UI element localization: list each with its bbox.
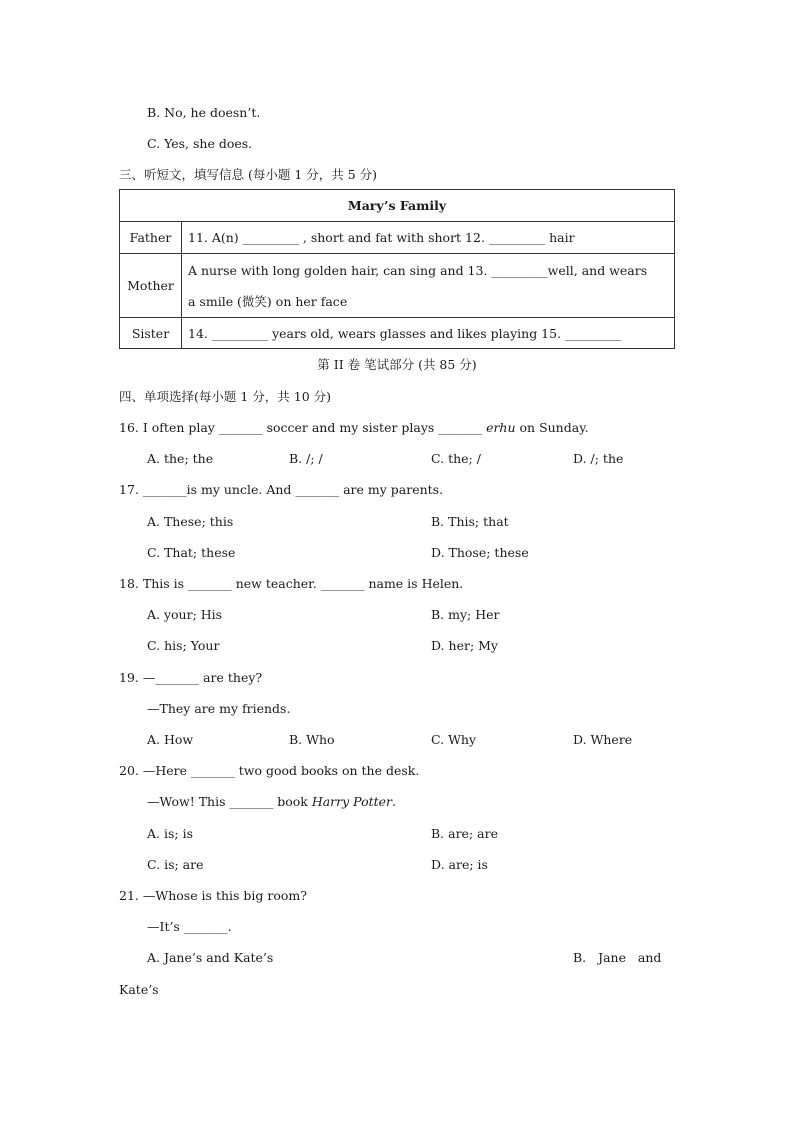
row-content-line: a smile (微笑) on her face (188, 293, 348, 309)
row-label: Sister (120, 318, 182, 349)
question-17: 17. _______is my uncle. And _______ are my parents. (119, 482, 444, 497)
row-content: 14. _________ years old, wears glasses and likes playing 15. _________ (182, 318, 675, 349)
option: C. his; Your (147, 638, 220, 653)
question-reply: —They are my friends. (147, 701, 291, 716)
question-stem: on Sunday. (515, 420, 589, 435)
row-content: 11. A(n) _________ , short and fat with short 12. _________ hair (182, 222, 675, 254)
part-heading: 第 II 卷 笔试部分 (共 85 分) (317, 357, 477, 372)
option: C. the; / (431, 451, 481, 466)
option-continuation: Kate’s (119, 982, 159, 997)
option: A. is; is (147, 826, 193, 841)
option: C. Why (431, 732, 477, 747)
question-20: 20. —Here _______ two good books on the desk. (119, 763, 420, 778)
question-stem: 16. I often play _______ soccer and my sister plays _______ (119, 420, 487, 435)
section-heading: 四、单项选择(每小题 1 分，共 10 分) (119, 389, 332, 404)
table-row (120, 318, 675, 349)
family-info-table (119, 189, 675, 349)
table-row (120, 254, 675, 318)
option: B. This; that (431, 514, 509, 529)
reply-text: —Wow! This _______ book (147, 794, 312, 809)
option: B. /; / (289, 451, 323, 466)
option: D. her; My (431, 638, 498, 653)
option-c: C. Yes, she does. (147, 136, 253, 151)
option: B. my; Her (431, 607, 500, 622)
option: D. Those; these (431, 545, 529, 560)
option: C. That; these (147, 545, 236, 560)
question-reply: —It’s _______. (147, 919, 232, 934)
option: B. are; are (431, 826, 498, 841)
table-title: Mary’s Family (120, 190, 675, 222)
question-19: 19. —_______ are they? (119, 670, 263, 685)
row-label: Mother (120, 254, 182, 318)
row-content (182, 254, 675, 318)
option: D. /; the (573, 451, 624, 466)
reply-text: . (392, 794, 397, 809)
table-row (120, 222, 675, 254)
option: A. your; His (147, 607, 223, 622)
option: A. the; the (147, 451, 214, 466)
row-content-line: A nurse with long golden hair, can sing and 13. _________well, and wears (188, 262, 648, 278)
option: C. is; are (147, 857, 204, 872)
option: D. Where (573, 732, 633, 747)
option: D. are; is (431, 857, 488, 872)
question-16 (119, 420, 589, 436)
option: B. Who (289, 732, 335, 747)
reply-italic: Harry Potter (311, 794, 393, 809)
option-b: B. No, he doesn’t. (147, 105, 261, 120)
question-italic: erhu (486, 420, 516, 435)
question-reply (147, 794, 396, 810)
section-heading: 三、听短文，填写信息 (每小题 1 分，共 5 分) (119, 167, 378, 182)
option: A. These; this (147, 514, 234, 529)
option: A. Jane’s and Kate’s (147, 950, 274, 965)
option: A. How (147, 732, 194, 747)
question-18: 18. This is _______ new teacher. _______ name is Helen. (119, 576, 464, 591)
option: B. Jane and (573, 950, 662, 965)
row-label: Father (120, 222, 182, 254)
question-21: 21. —Whose is this big room? (119, 888, 307, 903)
